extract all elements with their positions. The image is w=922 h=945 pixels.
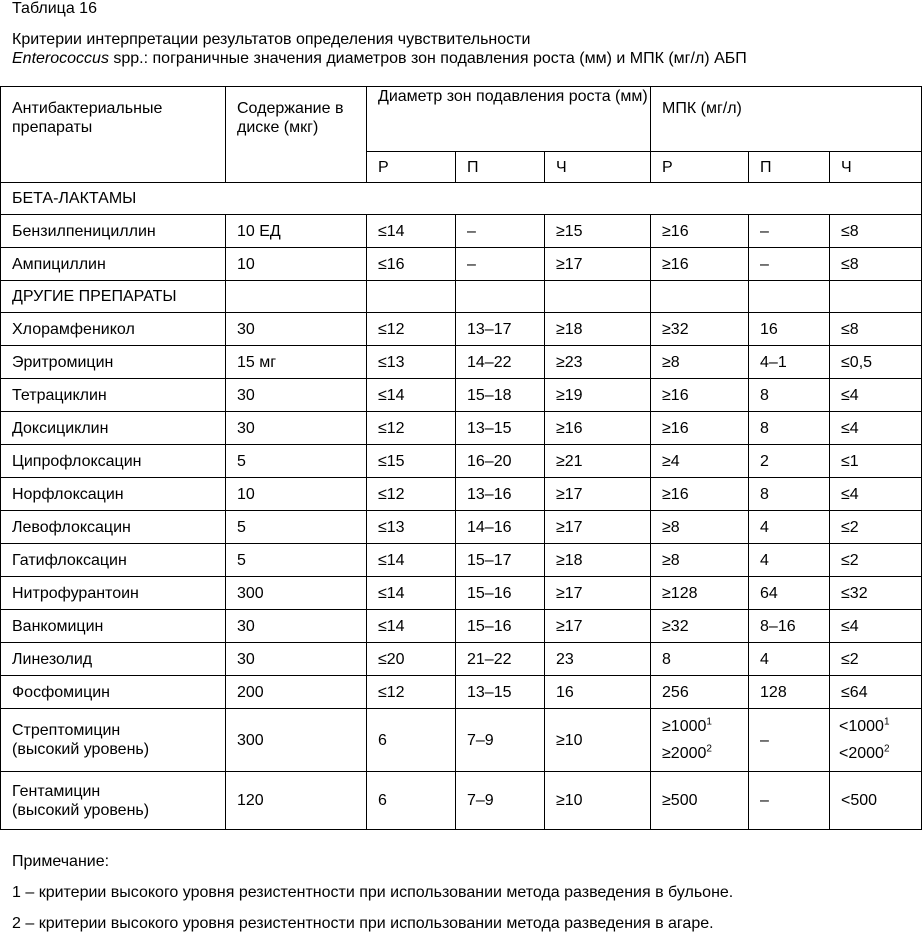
disk-cell: 30 [226, 610, 367, 643]
mic-p-cell: 2 [749, 445, 830, 478]
zone-r-cell: ≤14 [367, 379, 456, 412]
zone-p-cell: 15–16 [456, 610, 545, 643]
mic-p-cell: – [749, 772, 830, 830]
mic-p-cell: 4 [749, 511, 830, 544]
mic-p-cell: 4 [749, 544, 830, 577]
disk-cell: 15 мг [226, 346, 367, 379]
table-row [1, 313, 922, 346]
drug-cell: Левофлоксацин [1, 511, 226, 544]
disk-cell: 10 [226, 248, 367, 281]
mic-r-cell: 8 [651, 643, 749, 676]
zone-r-cell: ≤14 [367, 215, 456, 248]
drug-cell: Тетрациклин [1, 379, 226, 412]
zone-ch-cell: ≥18 [545, 313, 651, 346]
subheader-mic-p: П [749, 152, 830, 183]
note-2: 2 – критерии высокого уровня резистентности при использовании метода разведения в агаре. [12, 915, 714, 932]
zone-ch-cell: 23 [545, 643, 651, 676]
table-row [1, 379, 922, 412]
table-row [1, 610, 922, 643]
zone-r-cell: ≤16 [367, 248, 456, 281]
mic-ch-cell: ≤2 [830, 643, 922, 676]
mic-r-cell: ≥16 [651, 412, 749, 445]
mic-ch-cell: ≤8 [830, 313, 922, 346]
table-row [1, 215, 922, 248]
drug-cell: Хлорамфеникол [1, 313, 226, 346]
drug-cell: Норфлоксацин [1, 478, 226, 511]
disk-cell: 300 [226, 577, 367, 610]
header-mic: МПК (мг/л) [651, 87, 922, 152]
mic-r-cell: ≥16 [651, 478, 749, 511]
section-row-other [1, 281, 922, 313]
drug-cell: Бензилпенициллин [1, 215, 226, 248]
disk-cell: 30 [226, 313, 367, 346]
mic-r-cell: ≥8 [651, 346, 749, 379]
table-row [1, 478, 922, 511]
criteria-table [0, 86, 922, 830]
table-row-streptomycin [1, 709, 922, 772]
header-row [1, 87, 922, 152]
header-drug: Антибактериальные препараты [1, 87, 226, 183]
zone-r-cell: ≤15 [367, 445, 456, 478]
zone-p-cell: 21–22 [456, 643, 545, 676]
zone-r-cell: ≤13 [367, 346, 456, 379]
zone-r-cell: ≤12 [367, 676, 456, 709]
header-zone: Диаметр зон подавления роста (мм) [367, 87, 651, 152]
zone-ch-cell: ≥10 [545, 709, 651, 772]
zone-ch-cell: ≥16 [545, 412, 651, 445]
mic-ch-cell: ≤2 [830, 544, 922, 577]
table-row [1, 511, 922, 544]
disk-cell: 300 [226, 709, 367, 772]
zone-ch-cell: ≥17 [545, 478, 651, 511]
table-row [1, 346, 922, 379]
section-label: БЕТА-ЛАКТАМЫ [1, 183, 922, 215]
zone-ch-cell: ≥10 [545, 772, 651, 830]
subheader-zone-p: П [456, 152, 545, 183]
subheader-zone-r: Р [367, 152, 456, 183]
disk-cell: 10 ЕД [226, 215, 367, 248]
title-rest: spp.: пограничные значения диаметров зон подавления роста (мм) и МПК (мг/л) АБП [108, 50, 747, 67]
mic-p-cell: – [749, 248, 830, 281]
zone-r-cell: ≤13 [367, 511, 456, 544]
table-title-line-2 [12, 50, 747, 68]
mic-ch-cell: ≤4 [830, 610, 922, 643]
notes-heading: Примечание: [12, 853, 110, 870]
mic-ch-cell: <500 [830, 772, 922, 830]
zone-r-cell: ≤12 [367, 412, 456, 445]
disk-cell: 30 [226, 412, 367, 445]
zone-ch-cell: ≥19 [545, 379, 651, 412]
zone-ch-cell: ≥15 [545, 215, 651, 248]
zone-ch-cell: ≥17 [545, 248, 651, 281]
subheader-mic-r: Р [651, 152, 749, 183]
zone-p-cell: 7–9 [456, 709, 545, 772]
mic-ch-cell: ≤64 [830, 676, 922, 709]
section-row-beta [1, 183, 922, 215]
mic-p-cell: 64 [749, 577, 830, 610]
mic-r-cell: 256 [651, 676, 749, 709]
mic-ch-cell: ≤32 [830, 577, 922, 610]
mic-p-cell: 8 [749, 379, 830, 412]
zone-p-cell: – [456, 248, 545, 281]
zone-p-cell: 14–22 [456, 346, 545, 379]
zone-p-cell: 13–16 [456, 478, 545, 511]
table-row-gentamicin [1, 772, 922, 830]
zone-ch-cell: ≥17 [545, 511, 651, 544]
table-row [1, 445, 922, 478]
zone-r-cell: ≤14 [367, 577, 456, 610]
mic-ch-cell: ≤8 [830, 215, 922, 248]
mic-p-cell: – [749, 215, 830, 248]
beta-lactam-rows [1, 215, 922, 281]
mic-p-cell: – [749, 709, 830, 772]
mic-r-cell: ≥16 [651, 215, 749, 248]
notes-block [12, 852, 733, 945]
zone-p-cell: 15–18 [456, 379, 545, 412]
table-title-line-1: Критерии интерпретации результатов определения чувствительности [12, 31, 531, 48]
mic-r-cell: ≥8 [651, 544, 749, 577]
section-label: ДРУГИЕ ПРЕПАРАТЫ [1, 281, 226, 313]
zone-p-cell: 13–15 [456, 412, 545, 445]
disk-cell: 200 [226, 676, 367, 709]
drug-cell: Доксициклин [1, 412, 226, 445]
drug-cell: Фосфомицин [1, 676, 226, 709]
disk-cell: 120 [226, 772, 367, 830]
disk-cell: 5 [226, 445, 367, 478]
mic-ch-cell: $<1000^1$ $<2000^2$ [830, 709, 922, 772]
table-row [1, 676, 922, 709]
zone-r-cell: ≤20 [367, 643, 456, 676]
zone-ch-cell: ≥17 [545, 577, 651, 610]
zone-ch-cell: ≥17 [545, 610, 651, 643]
zone-r-cell: 6 [367, 709, 456, 772]
organism-name: Enterococcus [12, 50, 109, 67]
mic-ch-cell: ≤0,5 [830, 346, 922, 379]
zone-p-cell: 15–17 [456, 544, 545, 577]
other-drug-rows [1, 313, 922, 709]
zone-p-cell: 15–16 [456, 577, 545, 610]
zone-r-cell: 6 [367, 772, 456, 830]
mic-ch-cell: ≤4 [830, 412, 922, 445]
zone-r-cell: ≤14 [367, 544, 456, 577]
mic-p-cell: 8 [749, 478, 830, 511]
disk-cell: 5 [226, 544, 367, 577]
header-disk: Содержание в диске (мкг) [226, 87, 367, 183]
drug-cell: Стрептомицин (высокий уровень) [1, 709, 226, 772]
drug-cell: Гентамицин (высокий уровень) [1, 772, 226, 830]
mic-ch-cell: ≤8 [830, 248, 922, 281]
mic-p-cell: 8 [749, 412, 830, 445]
mic-p-cell: 4–1 [749, 346, 830, 379]
zone-p-cell: 16–20 [456, 445, 545, 478]
mic-ch-cell: ≤4 [830, 478, 922, 511]
mic-p-cell: 16 [749, 313, 830, 346]
mic-p-cell: 4 [749, 643, 830, 676]
table-row [1, 248, 922, 281]
disk-cell: 5 [226, 511, 367, 544]
zone-ch-cell: ≥23 [545, 346, 651, 379]
mic-ch-cell: ≤1 [830, 445, 922, 478]
drug-cell: Гатифлоксацин [1, 544, 226, 577]
zone-ch-cell: ≥18 [545, 544, 651, 577]
subheader-zone-ch: Ч [545, 152, 651, 183]
mic-r-cell: ≥16 [651, 248, 749, 281]
zone-p-cell: 7–9 [456, 772, 545, 830]
mic-r-cell: ≥8 [651, 511, 749, 544]
mic-ch-cell: ≤2 [830, 511, 922, 544]
disk-cell: 10 [226, 478, 367, 511]
mic-r-cell: ≥32 [651, 313, 749, 346]
zone-r-cell: ≤12 [367, 313, 456, 346]
mic-r-cell: ≥16 [651, 379, 749, 412]
zone-p-cell: 14–16 [456, 511, 545, 544]
drug-cell: Эритромицин [1, 346, 226, 379]
zone-r-cell: ≤12 [367, 478, 456, 511]
note-1: 1 – критерии высокого уровня резистентности при использовании метода разведения в бульоне. [12, 884, 734, 901]
mic-r-cell: ≥500 [651, 772, 749, 830]
subheader-mic-ch: Ч [830, 152, 922, 183]
zone-p-cell: 13–15 [456, 676, 545, 709]
mic-r-cell: ≥4 [651, 445, 749, 478]
table-row [1, 577, 922, 610]
zone-r-cell: ≤14 [367, 610, 456, 643]
table-row [1, 643, 922, 676]
drug-cell: Ванкомицин [1, 610, 226, 643]
mic-r-cell: ≥32 [651, 610, 749, 643]
table-caption: Таблица 16 [12, 0, 97, 17]
mic-p-cell: 128 [749, 676, 830, 709]
zone-ch-cell: ≥21 [545, 445, 651, 478]
table-row [1, 412, 922, 445]
mic-p-cell: 8–16 [749, 610, 830, 643]
table-row [1, 544, 922, 577]
mic-r-cell: $\ge 1000^1$ $\ge 2000^2$ [651, 709, 749, 772]
drug-cell: Линезолид [1, 643, 226, 676]
drug-cell: Ципрофлоксацин [1, 445, 226, 478]
mic-r-cell: ≥128 [651, 577, 749, 610]
disk-cell: 30 [226, 379, 367, 412]
disk-cell: 30 [226, 643, 367, 676]
drug-cell: Нитрофурантоин [1, 577, 226, 610]
zone-ch-cell: 16 [545, 676, 651, 709]
drug-cell: Ампициллин [1, 248, 226, 281]
mic-ch-cell: ≤4 [830, 379, 922, 412]
zone-p-cell: – [456, 215, 545, 248]
zone-p-cell: 13–17 [456, 313, 545, 346]
